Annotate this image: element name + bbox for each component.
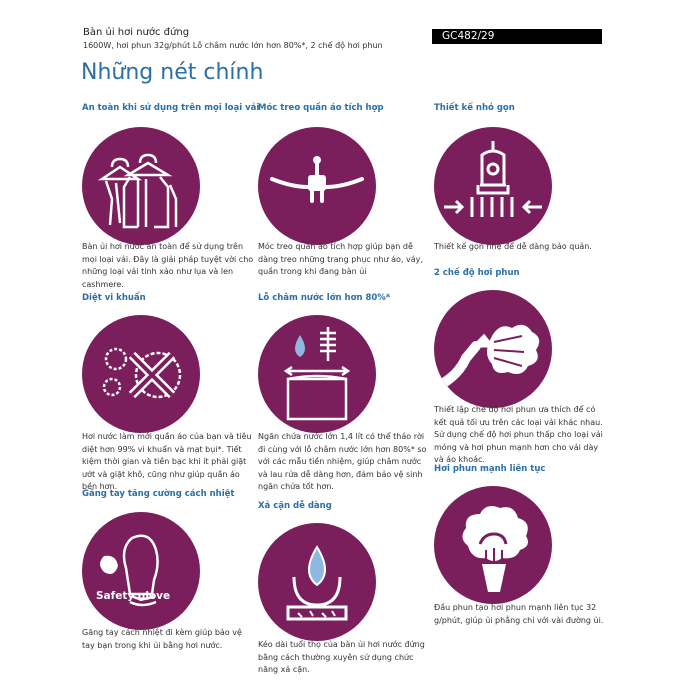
steam-nozzle-icon <box>434 290 552 408</box>
feature-title: Găng tay tăng cường cách nhiệt <box>82 489 235 499</box>
feature-title: Xả cặn dễ dàng <box>258 501 332 511</box>
clothes-on-hangers-icon <box>82 127 200 245</box>
model-badge: GC482/29 <box>432 29 602 44</box>
feature-title: Móc treo quần áo tích hợp <box>258 103 384 113</box>
feature-desc: Đầu phun tạo hơi phun mạnh liên tục 32 g/phút, giúp ủi phẳng chỉ với vài đường ủi. <box>434 603 604 625</box>
feature-title: Lỗ châm nước lớn hơn 80%* <box>258 293 391 303</box>
feature-compact <box>434 103 609 251</box>
safety-glove-label: Safety glove <box>96 590 171 602</box>
feature-title: Diệt vi khuẩn <box>82 293 146 303</box>
feature-title: Thiết kế nhỏ gọn <box>434 103 515 113</box>
feature-bacteria <box>82 293 257 491</box>
feature-steam-modes <box>434 268 609 464</box>
feature-desc: Hơi nước làm mới quần áo của bạn và tiêu diệt hơn 99% vi khuẩn và mạt bụi*. Tiết kiệm thời gian và tiền bạc khi ít phải giặt ướt và giặt khô, cũng như giúp quần áo bền hơn. <box>82 432 252 491</box>
hanger-icon <box>258 127 376 245</box>
powerful-steam-icon <box>434 486 552 604</box>
safety-glove-icon <box>82 512 200 630</box>
compact-steamer-icon <box>434 127 552 245</box>
feature-desc: Móc treo quần áo tích hợp giúp bạn dễ dàng treo những trang phục như áo, váy, quần trong khi đang bàn ủi <box>258 242 423 276</box>
feature-powerful-steam <box>434 464 609 625</box>
feature-desc: Thiết lập chế độ hơi phun ưa thích để có kết quả tối ưu trên các loại vải khác nhau. Sử dụng chế độ hơi phun thấp cho loại vải mỏng và hơi phun mạnh hơn cho vải dày và áo khoác. <box>434 405 603 464</box>
descale-icon <box>258 523 376 641</box>
feature-desc: Găng tay cách nhiệt đi kèm giúp bảo vệ tay bạn trong khi ủi bằng hơi nước. <box>82 628 242 650</box>
feature-title: An toàn khi sử dụng trên mọi loại vải <box>82 103 260 113</box>
product-name: Bàn ủi hơi nước đứng <box>83 27 190 38</box>
feature-desc: Ngăn chứa nước lớn 1,4 lít có thể tháo rời đi cùng với lỗ châm nước lớn hơn 80%* so với các mẫu tiền nhiệm, giúp châm nước và lau rửa dễ dàng hơn, đảm bảo vệ sinh ngăn chứa tốt hơn. <box>258 432 427 491</box>
water-tank-opening-icon <box>258 315 376 433</box>
feature-desc: Kéo dài tuổi thọ của bàn ủi hơi nước đứng bằng cách thường xuyên sử dụng chức năng xả cặn. <box>258 640 425 674</box>
feature-desc: Thiết kế gọn nhẹ để dễ dàng bảo quản. <box>434 242 592 251</box>
feature-water-opening <box>258 293 433 491</box>
feature-hanger <box>258 103 433 276</box>
bacteria-kill-icon <box>82 315 200 433</box>
product-specs: 1600W, hơi phun 32g/phút Lỗ châm nước lớn hơn 80%*, 2 chế độ hơi phun <box>83 41 383 50</box>
feature-title: Hơi phun mạnh liên tục <box>434 464 546 474</box>
feature-safety-glove <box>82 489 257 650</box>
page-title: Những nét chính <box>81 60 264 85</box>
feature-descale <box>258 501 433 674</box>
feature-desc: Bàn ủi hơi nước an toàn để sử dụng trên mọi loại vải. Đây là giải pháp tuyệt vời cho những loại vải tinh xảo như lụa và len cashmere. <box>82 242 254 289</box>
feature-title: 2 chế độ hơi phun <box>434 268 520 278</box>
feature-fabric-safe <box>82 103 260 289</box>
